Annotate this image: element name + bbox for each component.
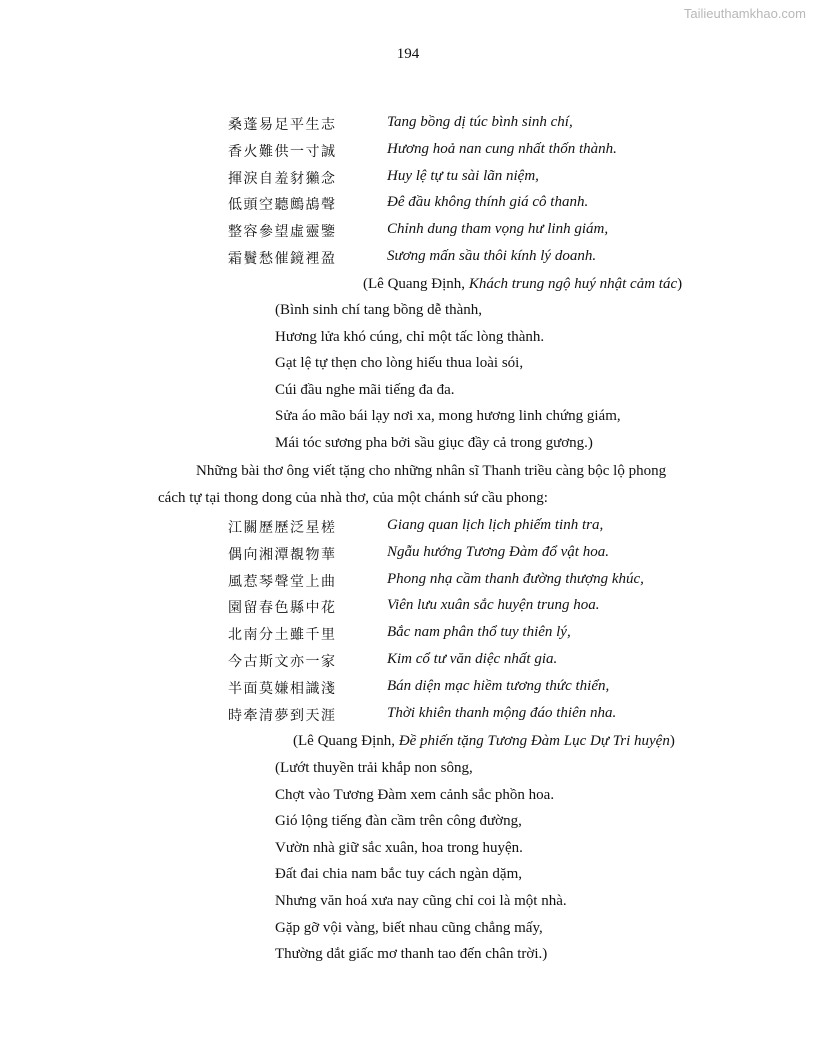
han-verse: 揮淚自羞豺獺念 bbox=[228, 170, 337, 187]
poem-1 bbox=[0, 114, 816, 275]
page-number: 194 bbox=[396, 46, 420, 62]
poem-line bbox=[0, 624, 816, 651]
poem-line bbox=[0, 597, 816, 624]
translation-line: Thường dắt giấc mơ thanh tao đến chân trời.) bbox=[275, 946, 548, 963]
transliteration-verse: Tang bồng dị túc bình sinh chí, bbox=[387, 114, 573, 130]
transliteration-verse: Chỉnh dung tham vọng hư linh giám, bbox=[387, 221, 609, 238]
transliteration-verse: Kim cổ tư văn diệc nhất gia. bbox=[387, 650, 558, 667]
han-verse: 低頭空聽鷓鴣聲 bbox=[228, 197, 337, 214]
transliteration-verse: Thời khiên thanh mộng đáo thiên nha. bbox=[387, 704, 617, 721]
translation-line: Vườn nhà giữ sắc xuân, hoa trong huyện. bbox=[275, 839, 523, 856]
attribution-close: ) bbox=[677, 276, 683, 292]
poem-line bbox=[0, 194, 816, 221]
translation-line: Chợt vào Tương Đàm xem cảnh sắc phồn hoa. bbox=[275, 786, 555, 803]
attribution-close: ) bbox=[669, 733, 675, 749]
transliteration-verse: Huy lệ tự tu sài lãn niệm, bbox=[387, 167, 539, 184]
poem-line bbox=[0, 248, 816, 275]
attribution-title: Khách trung ngộ huý nhật cảm tác bbox=[468, 276, 678, 292]
poem-line bbox=[0, 221, 816, 248]
transliteration-verse: Giang quan lịch lịch phiếm tinh tra, bbox=[387, 517, 604, 533]
translation-line: Mái tóc sương pha bởi sầu giục đầy cả trong gương.) bbox=[275, 434, 593, 451]
han-verse: 時牽清夢到天涯 bbox=[228, 707, 337, 724]
translation-line: Hương lửa khó cúng, chỉ một tấc lòng thành. bbox=[275, 328, 545, 345]
han-verse: 桑蓬易足平生志 bbox=[228, 117, 337, 133]
transliteration-verse: Sương mấn sầu thôi kính lý doanh. bbox=[387, 247, 597, 264]
attribution-author: (Lê Quang Định, bbox=[293, 733, 399, 749]
paragraph-line: Những bài thơ ông viết tặng cho những nhân sĩ Thanh triều càng bộc lộ phong bbox=[196, 463, 667, 479]
han-verse: 今古斯文亦一家 bbox=[228, 653, 337, 670]
poem-1-attribution bbox=[363, 276, 682, 293]
han-verse: 園留春色縣中花 bbox=[228, 600, 337, 617]
han-verse: 半面莫嫌相識淺 bbox=[228, 680, 337, 697]
poem-2-attribution bbox=[293, 733, 675, 750]
poem-line bbox=[0, 114, 816, 141]
translation-line: (Bình sinh chí tang bồng dễ thành, bbox=[275, 302, 483, 318]
poem-line bbox=[0, 517, 816, 544]
translation-line: Gió lộng tiếng đàn cầm trên công đường, bbox=[275, 813, 522, 830]
transliteration-verse: Viên lưu xuân sắc huyện trung hoa. bbox=[387, 597, 600, 614]
translation-line: Sửa áo mão bái lạy nơi xa, mong hương linh chứng giám, bbox=[275, 408, 621, 425]
translation-line: Cúi đầu nghe mãi tiếng đa đa. bbox=[275, 381, 455, 398]
translation-line: Gặp gỡ vội vàng, biết nhau cũng chẳng mấy, bbox=[275, 919, 543, 936]
poem-line bbox=[0, 651, 816, 678]
watermark: Tailieuthamkhao.com bbox=[683, 6, 806, 21]
poem-line bbox=[0, 678, 816, 705]
han-verse: 霜鬢愁催鏡裡盈 bbox=[228, 250, 337, 267]
body-paragraph bbox=[158, 463, 718, 516]
han-verse: 北南分土雖千里 bbox=[228, 627, 337, 644]
poem-line bbox=[0, 705, 816, 732]
han-verse: 偶向湘潭覩物華 bbox=[228, 546, 337, 563]
attribution-title: Đề phiến tặng Tương Đàm Lục Dự Tri huyện bbox=[398, 733, 670, 749]
poem-line bbox=[0, 141, 816, 168]
transliteration-verse: Đê đầu không thính giá cô thanh. bbox=[387, 194, 589, 211]
han-verse: 整容參望虛靈鑒 bbox=[228, 224, 337, 241]
transliteration-verse: Bán diện mạc hiềm tương thức thiển, bbox=[387, 677, 610, 694]
translation-line: Gạt lệ tự thẹn cho lòng hiếu thua loài sói, bbox=[275, 355, 524, 372]
transliteration-verse: Phong nhạ cầm thanh đường thượng khúc, bbox=[387, 570, 644, 587]
transliteration-verse: Ngẫu hướng Tương Đàm đổ vật hoa. bbox=[387, 543, 609, 560]
poem-2-translation bbox=[275, 760, 567, 973]
translation-line: Đất đai chia nam bắc tuy cách ngàn dặm, bbox=[275, 866, 522, 883]
paragraph-line: cách tự tại thong dong của nhà thơ, của một chánh sứ cầu phong: bbox=[158, 489, 548, 506]
poem-line bbox=[0, 544, 816, 571]
transliteration-verse: Bắc nam phân thổ tuy thiên lý, bbox=[387, 624, 571, 641]
han-verse: 江關歷歷泛星槎 bbox=[228, 520, 337, 536]
transliteration-verse: Hương hoả nan cung nhất thốn thành. bbox=[387, 140, 617, 157]
han-verse: 香火難供一寸誠 bbox=[228, 143, 337, 160]
poem-line bbox=[0, 168, 816, 195]
han-verse: 風惹琴聲堂上曲 bbox=[228, 573, 337, 590]
poem-2 bbox=[0, 517, 816, 731]
attribution-author: (Lê Quang Định, bbox=[363, 276, 469, 292]
translation-line: (Lướt thuyền trải khắp non sông, bbox=[275, 760, 473, 776]
translation-line: Nhưng văn hoá xưa nay cũng chỉ coi là một nhà. bbox=[275, 892, 567, 909]
poem-line bbox=[0, 571, 816, 598]
poem-1-translation bbox=[275, 302, 621, 462]
